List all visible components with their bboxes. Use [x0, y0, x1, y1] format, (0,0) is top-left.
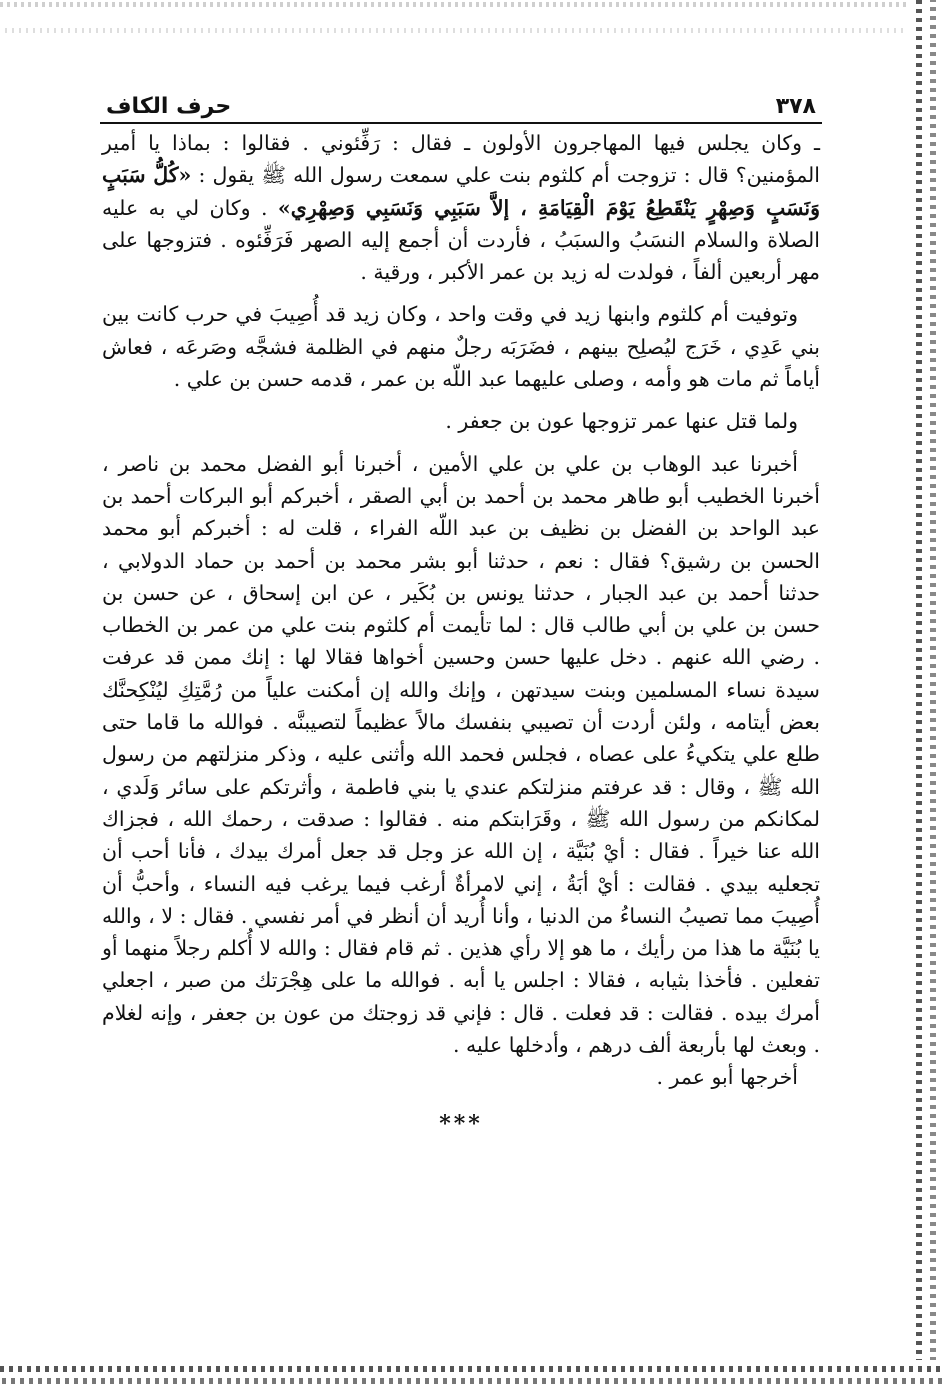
book-page [100, 78, 822, 1348]
section-separator: *** [439, 1110, 483, 1137]
hadith-quote: «كُلُّ سَبَبٍ وَنَسَبٍ وَصِهْرٍ يَنْقَطِعُ يَوْمَ الْقِيَامَةِ ، إلاَّ سَبَبِي وَنَسَبِي وَصِهْرِي» [102, 163, 820, 220]
page-number: ٣٧٨ [775, 94, 816, 119]
page-border-right [908, 0, 944, 1390]
paragraph-3: ولما قتل عنها عمر تزوجها عون بن جعفر . [445, 409, 798, 434]
paragraph-5: أخرجها أبو عمر . [656, 1065, 798, 1090]
running-header [100, 78, 822, 124]
page-body [100, 124, 822, 1140]
paragraph-4: أخبرنا عبد الوهاب بن علي بن علي الأمين ، أخبرنا أبو الفضل محمد بن ناصر ، أخبرنا الخطيب أبو طاهر محمد بن أحمد بن أبي الصقر ، أخبركم أبو البركات أحمد بن عبد الواحد بن الفضل بن نظيف بن عبد اللّه الفراء ، قلت له : أخبركم أبو محمد الحسن بن رشيق؟ فقال : نعم ، حدثنا أبو بشر محمد بن أحمد بن حماد الدولابي ، حدثنا أحمد بن عبد الجبار ، حدثنا يونس بن بُكَير ، عن ابن إسحاق ، عن حسن بن حسن بن علي بن أبي طالب قال : لما تأيمت أم كلثوم بنت علي من عمر بن الخطاب . رضي الله عنهم . دخل عليها حسن وحسين أخواها فقالا لها : إنك ممن قد عرفت سيدة نساء المسلمين وبنت سيدتهن ، وإنك والله إن أمكنت علياً من رُمَّتِكِ ليُنْكِحنَّك بعض أيتامه ، ولئن أردت أن تصيبي بنفسك مالاً عظيماً لتصيبنَّه . فوالله ما قاما حتى طلع علي يتكيءُ على عصاه ، فجلس فحمد الله وأثنى عليه ، وذكر منزلتهم من رسول الله ﷺ ، وقال : قد عرفتم منزلتكم عندي يا بني فاطمة ، وأثرتكم على سائر وَلَدي ، لمكانكم من رسول الله ﷺ ، وقَرَابتكم منه . فقالوا : صدقت ، رحمك الله ، فجزاك الله عنا خيراً . فقال : أيْ بُنَيَّة ، إن الله عز وجل قد جعل أمرك بيدك ، فأنا أحب أن تجعليه بيدي . فقالت : أيْ أبَةُ ، إني لامرأةٌ أرغب فيما يرغب فيه النساء ، وأحبُّ أن أُصِيبَ مما تصيبُ النساءُ من الدنيا ، وأنا أُريد أن أنظر في أمر نفسي . فقال : لا ، والله يا بُنَيَّة ما هذا من رأيك ، ما هو إلا رأي هذين . ثم قام فقال : والله لا أُكلم رجلاً منهما أو تفعلين . فأخذا بثيابه ، فقالا : اجلس يا أبه . فوالله ما على هِجْرَتك من صبر ، اجعلي أمرك بيده . فقالت : قد فعلت . قال : فإني قد زوجتك من عون بن جعفر ، وإنه لغلام . وبعث لها بأربعة ألف درهم ، وأدخلها عليه . [102, 451, 820, 1058]
page-border-bottom [0, 1360, 944, 1390]
section-title: حرف الكاف [106, 94, 232, 119]
page-border-top [0, 0, 944, 40]
paragraph-1 [102, 127, 820, 288]
paragraph-2: وتوفيت أم كلثوم وابنها زيد في وقت واحد ، وكان زيد قد أُصِيبَ في حرب كانت بين بني عَدِي ، خَرَج ليُصلِح بينهم ، فضَرَبَه رجلٌ منهم في الظلمة فشجَّه وصَرعَه ، فعاش أياماً ثم مات هو وأمه ، وصلى عليهما عبد اللّه بن عمر ، قدمه حسن بن علي . [102, 302, 820, 392]
paragraph-1-text-b: . وكان لي به عليه الصلاة والسلام النسَبُ والسبَبُ ، فأردت أن أجمع إليه الصهر فَرَفِّئوه . فتزوجها على مهر أربعين ألفاً ، فولدت له زيد بن عمر الأكبر ، ورقية . [102, 195, 820, 285]
paragraph-1-text-a: ـ وكان يجلس فيها المهاجرون الأولون ـ فقال : رَفِّئوني . فقالوا : بماذا يا أمير المؤمنين؟ قال : تزوجت أم كلثوم بنت علي سمعت رسول الله ﷺ يقول : [102, 131, 820, 188]
